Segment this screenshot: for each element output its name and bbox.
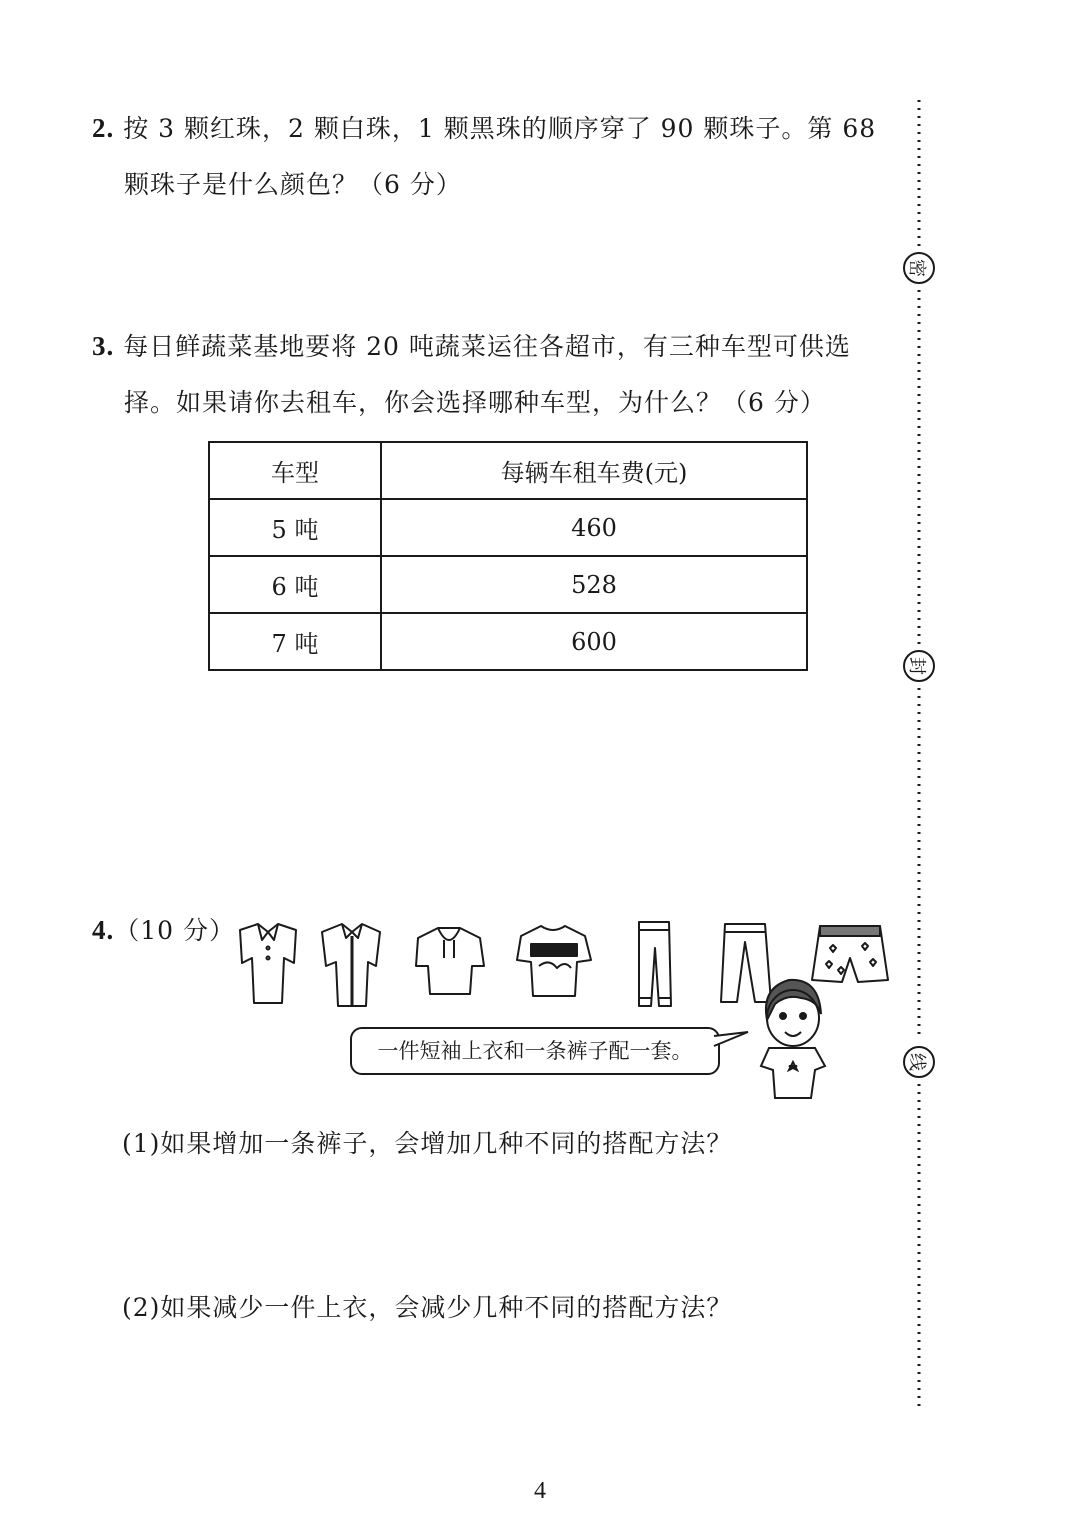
question-text-line1: 每日鲜蔬菜基地要将 20 吨蔬菜运往各超市，有三种车型可供选 bbox=[123, 332, 851, 361]
table-header-row bbox=[209, 442, 807, 499]
sub-question-2: (2)如果减少一件上衣，会减少几种不同的搭配方法？ bbox=[122, 1293, 733, 1322]
binding-mark-xian: 线 bbox=[906, 1053, 927, 1071]
table-cell: 7 吨 bbox=[209, 613, 381, 670]
page-number: 4 bbox=[534, 1478, 546, 1504]
question-text-line2: 颗珠子是什么颜色？（6 分） bbox=[124, 170, 462, 199]
binding-mark-feng: 封 bbox=[906, 657, 927, 675]
jeans-icon bbox=[639, 922, 671, 1006]
binding-mark-mi: 密 bbox=[906, 259, 927, 277]
speech-text: 一件短袖上衣和一条裤子配一套。 bbox=[377, 1039, 693, 1063]
question-3 bbox=[92, 318, 902, 431]
question-text-line2: 择。如果请你去租车，你会选择哪种车型，为什么？（6 分） bbox=[124, 388, 826, 417]
table-cell: 528 bbox=[381, 556, 807, 613]
table-row bbox=[209, 499, 807, 556]
table-header-cell: 车型 bbox=[209, 442, 381, 499]
table-cell: 460 bbox=[381, 499, 807, 556]
question-number: 3. bbox=[92, 331, 115, 361]
hoodie-icon bbox=[416, 928, 484, 994]
speech-bubble bbox=[350, 1027, 720, 1075]
table-cell: 5 吨 bbox=[209, 499, 381, 556]
question-number: 4. bbox=[92, 915, 115, 945]
printed-tshirt-icon bbox=[517, 926, 591, 996]
polo-shirt-icon bbox=[240, 924, 296, 1003]
table-cell: 6 吨 bbox=[209, 556, 381, 613]
question-text-line1: 按 3 颗红珠，2 颗白珠，1 颗黑珠的顺序穿了 90 颗珠子。第 68 bbox=[123, 114, 877, 143]
table-row bbox=[209, 613, 807, 670]
sub-question-1: (1)如果增加一条裤子，会增加几种不同的搭配方法？ bbox=[122, 1129, 733, 1158]
question-points: （10 分） bbox=[114, 916, 236, 945]
rental-table bbox=[208, 441, 808, 671]
question-2 bbox=[92, 100, 902, 213]
table-row bbox=[209, 556, 807, 613]
girl-icon bbox=[745, 970, 845, 1105]
binding-line bbox=[895, 100, 945, 1420]
question-number: 2. bbox=[92, 113, 115, 143]
table-cell: 600 bbox=[381, 613, 807, 670]
button-shirt-icon bbox=[322, 924, 380, 1006]
table-header-cell: 每辆车租车费(元) bbox=[381, 442, 807, 499]
